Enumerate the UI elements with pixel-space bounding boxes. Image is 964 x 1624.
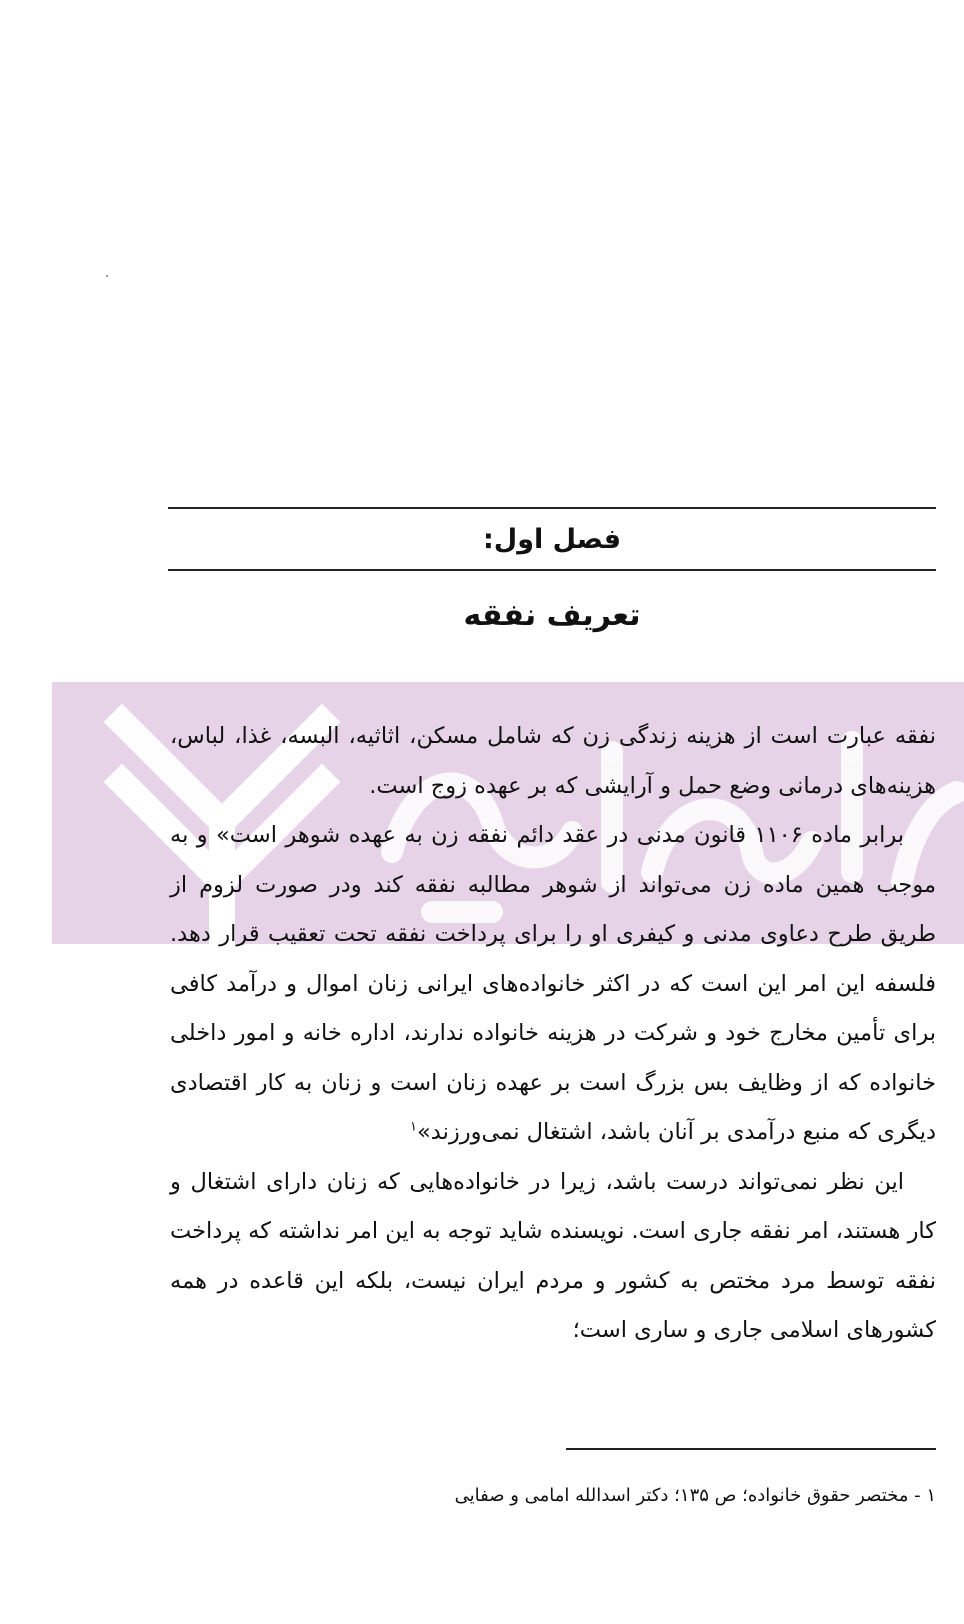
paragraph-critique: این نظر نمی‌تواند درست باشد، زیرا در خانواده‌هایی که زنان دارای اشتغال و کار هستند، امر نفقه جاری است. نویسنده شاید توجه به این امر نداشته که پرداخت نفقه توسط مرد مختص به کشور و مردم ایران نیست، بلکه این قاعده در همه کشورهای اسلامی جاری و ساری است؛	[170, 1168, 936, 1343]
heading-rule-bottom	[168, 569, 936, 571]
body-text	[170, 712, 936, 1356]
footnote-rule	[566, 1448, 936, 1450]
paragraph-article-1106	[170, 811, 936, 1158]
paragraph-article-1106-text: برابر ماده ۱۱۰۶ قانون مدنی در عقد دائم نفقه زن به عهده شوهر است» و به موجب همین ماده زن می‌تواند از شوهر مطالبه نفقه کند ودر صورت لزوم از طریق طرح دعاوی مدنی و کیفری او را برای پرداخت نفقه تحت تعقیب قرار دهد. فلسفه این امر این است که در اکثر خانواده‌های ایرانی زنان اموال و درآمد کافی برای تأمین مخارج خود و شرکت در هزینه خانواده ندارند، اداره خانه و امور داخلی خانواده که از وظایف بس بزرگ است بر عهده زنان است و زنان به کار اقتصادی دیگری که منبع درآمدی بر آنان باشد، اشتغال نمی‌ورزند»	[170, 822, 936, 1145]
stray-dot	[106, 275, 108, 277]
footnote-reference: ۱	[410, 1119, 418, 1135]
footnote-text: ۱ - مختصر حقوق خانواده؛ ص ۱۳۵؛ دکتر اسدالله امامی و صفایی	[454, 1485, 936, 1506]
paragraph-definition: نفقه عبارت است از هزینه زندگی زن که شامل مسکن، اثاثیه، البسه، غذا، لباس، هزینه‌های درمانی وضع حمل و آرایشی که بر عهده زوج است.	[170, 723, 936, 799]
heading-rule-top	[168, 507, 936, 509]
chapter-title: تعریف نفقه	[463, 598, 641, 633]
chapter-label: فصل اول:	[482, 524, 622, 555]
